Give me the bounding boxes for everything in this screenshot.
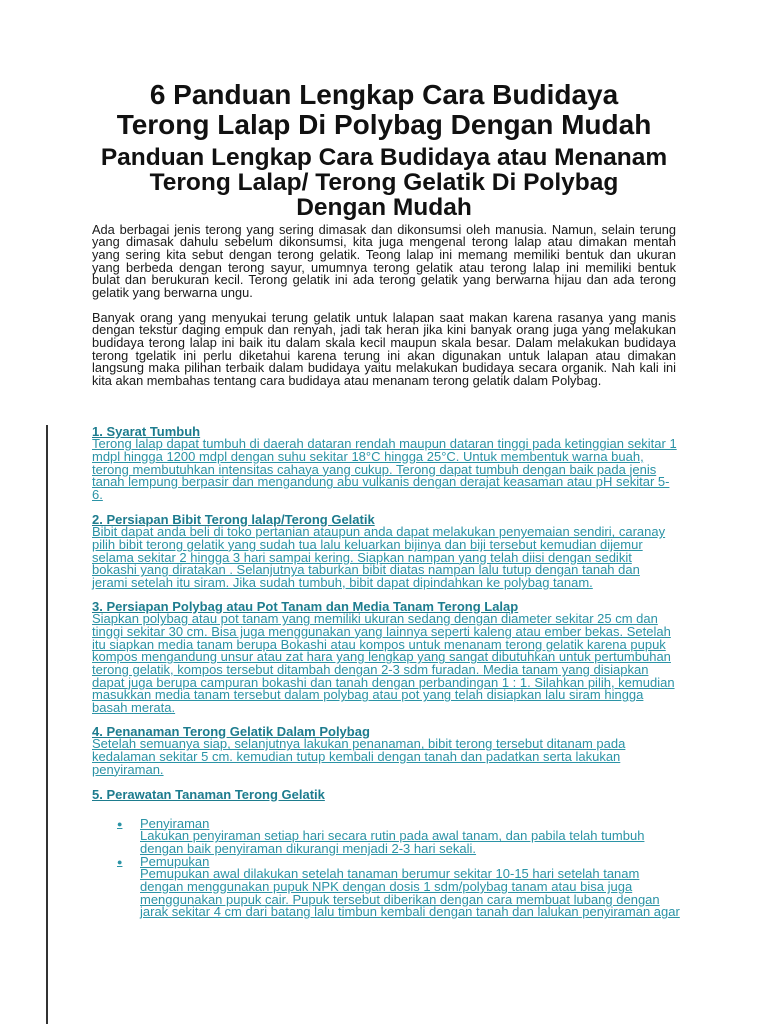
paragraph-line: budidaya terong lalap ini baik itu dalam skala kecil maupun skala besar. Dalam melakukan budidaya <box>92 334 676 350</box>
section-line: masukkan media tanam tersebut dalam polybag atau pot yang telah disiapkan lalu siram hingga <box>92 687 644 703</box>
section-line: Bibit dapat anda beli di toko pertanian ataupun anda dapat melakukan penyemaian sendiri, caranay <box>92 524 666 540</box>
section-body <box>92 526 665 589</box>
section-line: kedalaman sekitar 5 cm. kemudian tutup kembali dengan tanah dan padatkan serta lakukan <box>92 748 621 764</box>
care-item-line: dengan baik penyiraman dikurangi menjadi 2-3 hari sekali. <box>140 840 477 856</box>
page-subtitle <box>0 145 768 220</box>
section-line: Siapkan polybag atau pot tanam yang memiliki ukuran sedang dengan diameter sekitar 25 cm dan <box>92 611 658 627</box>
paragraph-line: yang berbeda dengan terong sayur, umumnya terong gelatik atau terong lalap ini memiliki bentuk <box>92 259 676 275</box>
section-heading: 2. Persiapan Bibit Terong lalap/Terong Gelatik <box>92 511 375 527</box>
section-line: penyiraman. <box>92 761 164 777</box>
paragraph-line: yang sering kita sebut dengan terong gelatik. Teong lalap ini memang memiliki bentuk dan ukuran <box>92 246 676 262</box>
section-line: dapat juga berupa campuran bokashi dan tanah dengan perbandingan 1 : 1. Silahkan pilih, kemudian <box>92 674 675 690</box>
intro-paragraph <box>92 309 676 388</box>
section-perawatan <box>92 786 325 802</box>
section-line: jerami setelah itu siram. Jika sudah tumbuh, bibit dapat dipindahkan ke polybag tanam. <box>92 575 593 591</box>
care-item-line: menggunakan pupuk cair. Pupuk tersebut diberikan dengan cara membuat lubang dengan <box>140 891 660 907</box>
care-item-text <box>140 868 680 919</box>
paragraph-line: gelatik yang berwarna ungu. <box>92 284 253 300</box>
paragraph-line: dengan tekstur daging empuk dan renyah, jadi tak heran jika kini banyak orang juga yang melakukan <box>92 322 676 338</box>
left-margin-bar <box>46 425 48 1024</box>
section-line: bokashi yang diratakan . Selanjutnya taburkan bibit diatas nampan lalu tutup dengan tanah dan <box>92 562 640 578</box>
paragraph-line: bulat dan berukuran kecil. Terong gelatik ini ada terong gelatik yang berwarna hijau dan ada terong <box>92 272 676 288</box>
title-line: 6 Panduan Lengkap Cara Budidaya <box>149 79 619 110</box>
paragraph-line: Ada berbagai jenis terong yang sering dimasak dan dikonsumsi oleh manusia. Namun, selain terung <box>92 221 676 237</box>
section-line: Terong lalap dapat tumbuh di daerah dataran rendah maupun dataran tinggi pada ketinggian sekitar 1 <box>92 436 677 452</box>
section-line: 6. <box>92 487 103 503</box>
paragraph-line: Banyak orang yang menyukai terung gelatik untuk lalapan saat makan karena rasanya yang manis <box>92 309 676 325</box>
section-persiapan-polybag <box>92 598 675 716</box>
care-item-line: Lakukan penyiraman setiap hari secara rutin pada awal tanam, dan pabila telah tumbuh <box>140 828 645 844</box>
section-line: mdpl hingga 1200 mdpl dengan suhu sekitar 18°C hingga 25°C. Untuk membentuk warna buah, <box>92 448 644 464</box>
section-body <box>92 738 625 776</box>
section-heading: 5. Perawatan Tanaman Terong Gelatik <box>92 786 325 802</box>
title-line: Terong Lalap Di Polybag Dengan Mudah <box>116 109 652 140</box>
section-line: itu siapkan media tanam berupa Bokashi atau kompos untuk menanam terong gelatik karena pupuk <box>92 636 666 652</box>
page-title <box>0 80 768 140</box>
paragraph-line: terong tgelatik ini perlu diketahui karena terung ini akan digunakan untuk lalapan atau dimakan <box>92 347 676 363</box>
section-line: selama sekitar 2 hingga 3 hari sampai kering. Siapkan nampan yang telah diisi dengan sedikit <box>92 549 632 565</box>
care-item-body <box>140 853 680 920</box>
section-body <box>92 438 677 501</box>
care-item-line: jarak sekitar 4 cm dari batang lalu timbun kembali dengan tanah dan lalukan penyiraman agar <box>140 904 680 920</box>
section-persiapan-bibit <box>92 511 666 591</box>
subtitle-line: Panduan Lengkap Cara Budidaya atau Menanam <box>100 144 668 171</box>
section-heading: 4. Penanaman Terong Gelatik Dalam Polybag <box>92 723 370 739</box>
care-item-line: dengan menggunakan pupuk NPK dengan dosis 1 sdm/polybag tanam atau bisa juga <box>140 878 633 894</box>
care-item-label: Pemupukan <box>140 853 210 869</box>
section-line: Setelah semuanya siap, selanjutnya lakukan penanaman, bibit terong tersebut ditanam pada <box>92 736 626 752</box>
section-heading: 3. Persiapan Polybag atau Pot Tanam dan Media Tanam Terong Lalap <box>92 598 519 614</box>
section-line: tanah lempung berpasir dan mengandung abu vulkanis dengan derajat keasaman atau pH sekitar 5- <box>92 474 670 490</box>
bullet-icon: ● <box>117 856 123 867</box>
subtitle-line: Terong Lalap/ Terong Gelatik Di Polybag <box>149 169 619 196</box>
section-line: terong gelatik, kompos tersebut ditambah dengan 2-3 sdm furadan. Media tanam yang disiapkan <box>92 662 649 678</box>
section-body <box>92 613 675 715</box>
care-item-text <box>140 830 644 855</box>
bullet-icon: ● <box>117 818 123 829</box>
subtitle-line: Dengan Mudah <box>296 194 472 221</box>
intro-paragraph <box>92 221 676 300</box>
section-penanaman <box>92 723 626 777</box>
section-line: basah merata. <box>92 700 176 716</box>
section-heading: 1. Syarat Tumbuh <box>92 423 201 439</box>
section-line: kompos mengandung unsur atau zat hara yang lengkap yang sangat dibutuhkan untuk pertumbuhan <box>92 649 671 665</box>
section-line: tinggi sekitar 30 cm. Bisa juga menggunakan yang lainnya seperti kaleng atau ember bekas. Setelah <box>92 623 671 639</box>
care-item-label: Penyiraman <box>140 815 210 831</box>
section-syarat-tumbuh <box>92 423 677 503</box>
paragraph-line: yang dimasak dahulu sebelum dikonsumsi, kita juga mengenal terong lalap atau dimakan mentah <box>92 234 676 250</box>
section-line: pilih bibit terong gelatik yang sudah tua lalu keluarkan bijinya dan biji tersebut kemudian dijemur <box>92 536 643 552</box>
paragraph-line: kita akan membahas tentang cara budidaya atau menanam terong gelatik dalam Polybag. <box>92 372 602 388</box>
paragraph-line: langsung maka pilihan terbaik dalam budidaya yaitu melakukan budidaya secara organik. Nah kali ini <box>92 360 676 376</box>
care-item-line: Pemupukan awal dilakukan setelah tanaman berumur sekitar 10-15 hari setelah tanam <box>140 866 640 882</box>
section-line: terong membutuhkan intensitas cahaya yang cukup. Terong dapat tumbuh dengan baik pada jenis <box>92 461 657 477</box>
care-item-body <box>140 815 645 856</box>
